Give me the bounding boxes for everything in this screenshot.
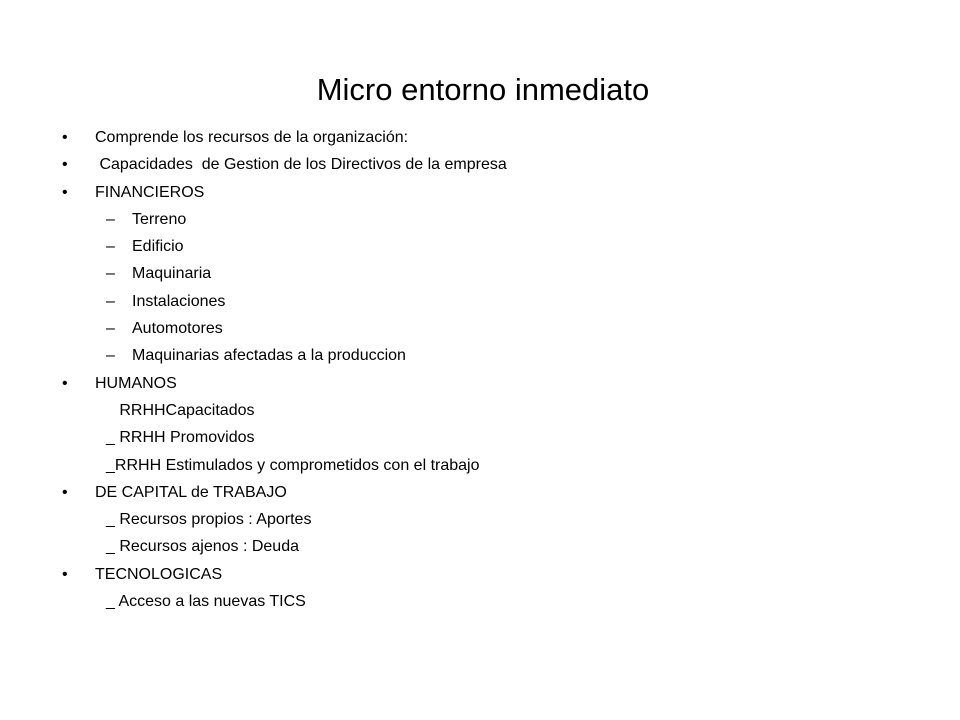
bullet-text: RRHHCapacitados bbox=[106, 401, 255, 419]
bullet-text: _ RRHH Promovidos bbox=[106, 429, 255, 447]
bullet-text: FINANCIEROS bbox=[95, 183, 205, 201]
bullet-line bbox=[0, 342, 900, 369]
bullet-line bbox=[0, 260, 900, 287]
bullet-text: Comprende los recursos de la organización: bbox=[95, 129, 409, 146]
bullet-line bbox=[0, 206, 900, 233]
bullet-line bbox=[0, 561, 900, 588]
bullet-text: Maquinaria bbox=[132, 265, 212, 283]
slide-title: Micro entorno inmediato bbox=[316, 72, 650, 107]
bullet-line bbox=[0, 370, 900, 397]
bullet-text: _ Acceso a las nuevas TICS bbox=[106, 593, 306, 611]
bullet-text: _RRHH Estimulados y comprometidos con el trabajo bbox=[106, 456, 480, 474]
dash-marker: – bbox=[106, 238, 115, 256]
bullet-line bbox=[0, 479, 900, 506]
bullet-text: _ Recursos propios : Aportes bbox=[106, 511, 312, 529]
bullet-line bbox=[0, 124, 900, 151]
bullet-marker: • bbox=[62, 483, 68, 501]
bullet-line bbox=[0, 288, 900, 315]
bullet-text: Terreno bbox=[132, 210, 187, 228]
bullet-text: Maquinarias afectadas a la produccion bbox=[132, 347, 406, 365]
bullet-line bbox=[0, 533, 900, 560]
dash-marker: – bbox=[106, 347, 115, 365]
bullet-text: Automotores bbox=[132, 320, 223, 338]
bullet-marker: • bbox=[62, 183, 68, 201]
bullet-line bbox=[0, 233, 900, 260]
bullet-text: Instalaciones bbox=[132, 292, 226, 310]
bullet-line bbox=[0, 179, 900, 206]
dash-marker: – bbox=[106, 320, 115, 338]
bullet-text: Edificio bbox=[132, 238, 184, 256]
bullet-line bbox=[0, 424, 900, 451]
bullet-text: DE CAPITAL de TRABAJO bbox=[95, 483, 287, 501]
dash-marker: – bbox=[106, 292, 115, 310]
bullet-text: HUMANOS bbox=[95, 374, 177, 392]
slide-body bbox=[0, 124, 900, 615]
bullet-text: TECNOLOGICAS bbox=[95, 565, 223, 583]
bullet-text: _ Recursos ajenos : Deuda bbox=[106, 538, 299, 556]
dash-marker: – bbox=[106, 210, 115, 228]
bullet-line bbox=[0, 588, 900, 615]
bullet-line bbox=[0, 315, 900, 342]
bullet-marker: • bbox=[62, 156, 68, 174]
bullet-text: Capacidades de Gestion de los Directivos de la empresa bbox=[95, 156, 507, 174]
bullet-line bbox=[0, 151, 900, 178]
dash-marker: – bbox=[106, 265, 115, 283]
bullet-line bbox=[0, 397, 900, 424]
bullet-marker: • bbox=[62, 129, 68, 146]
bullet-line bbox=[0, 506, 900, 533]
bullet-marker: • bbox=[62, 374, 68, 392]
bullet-marker: • bbox=[62, 565, 68, 583]
bullet-line bbox=[0, 452, 900, 479]
